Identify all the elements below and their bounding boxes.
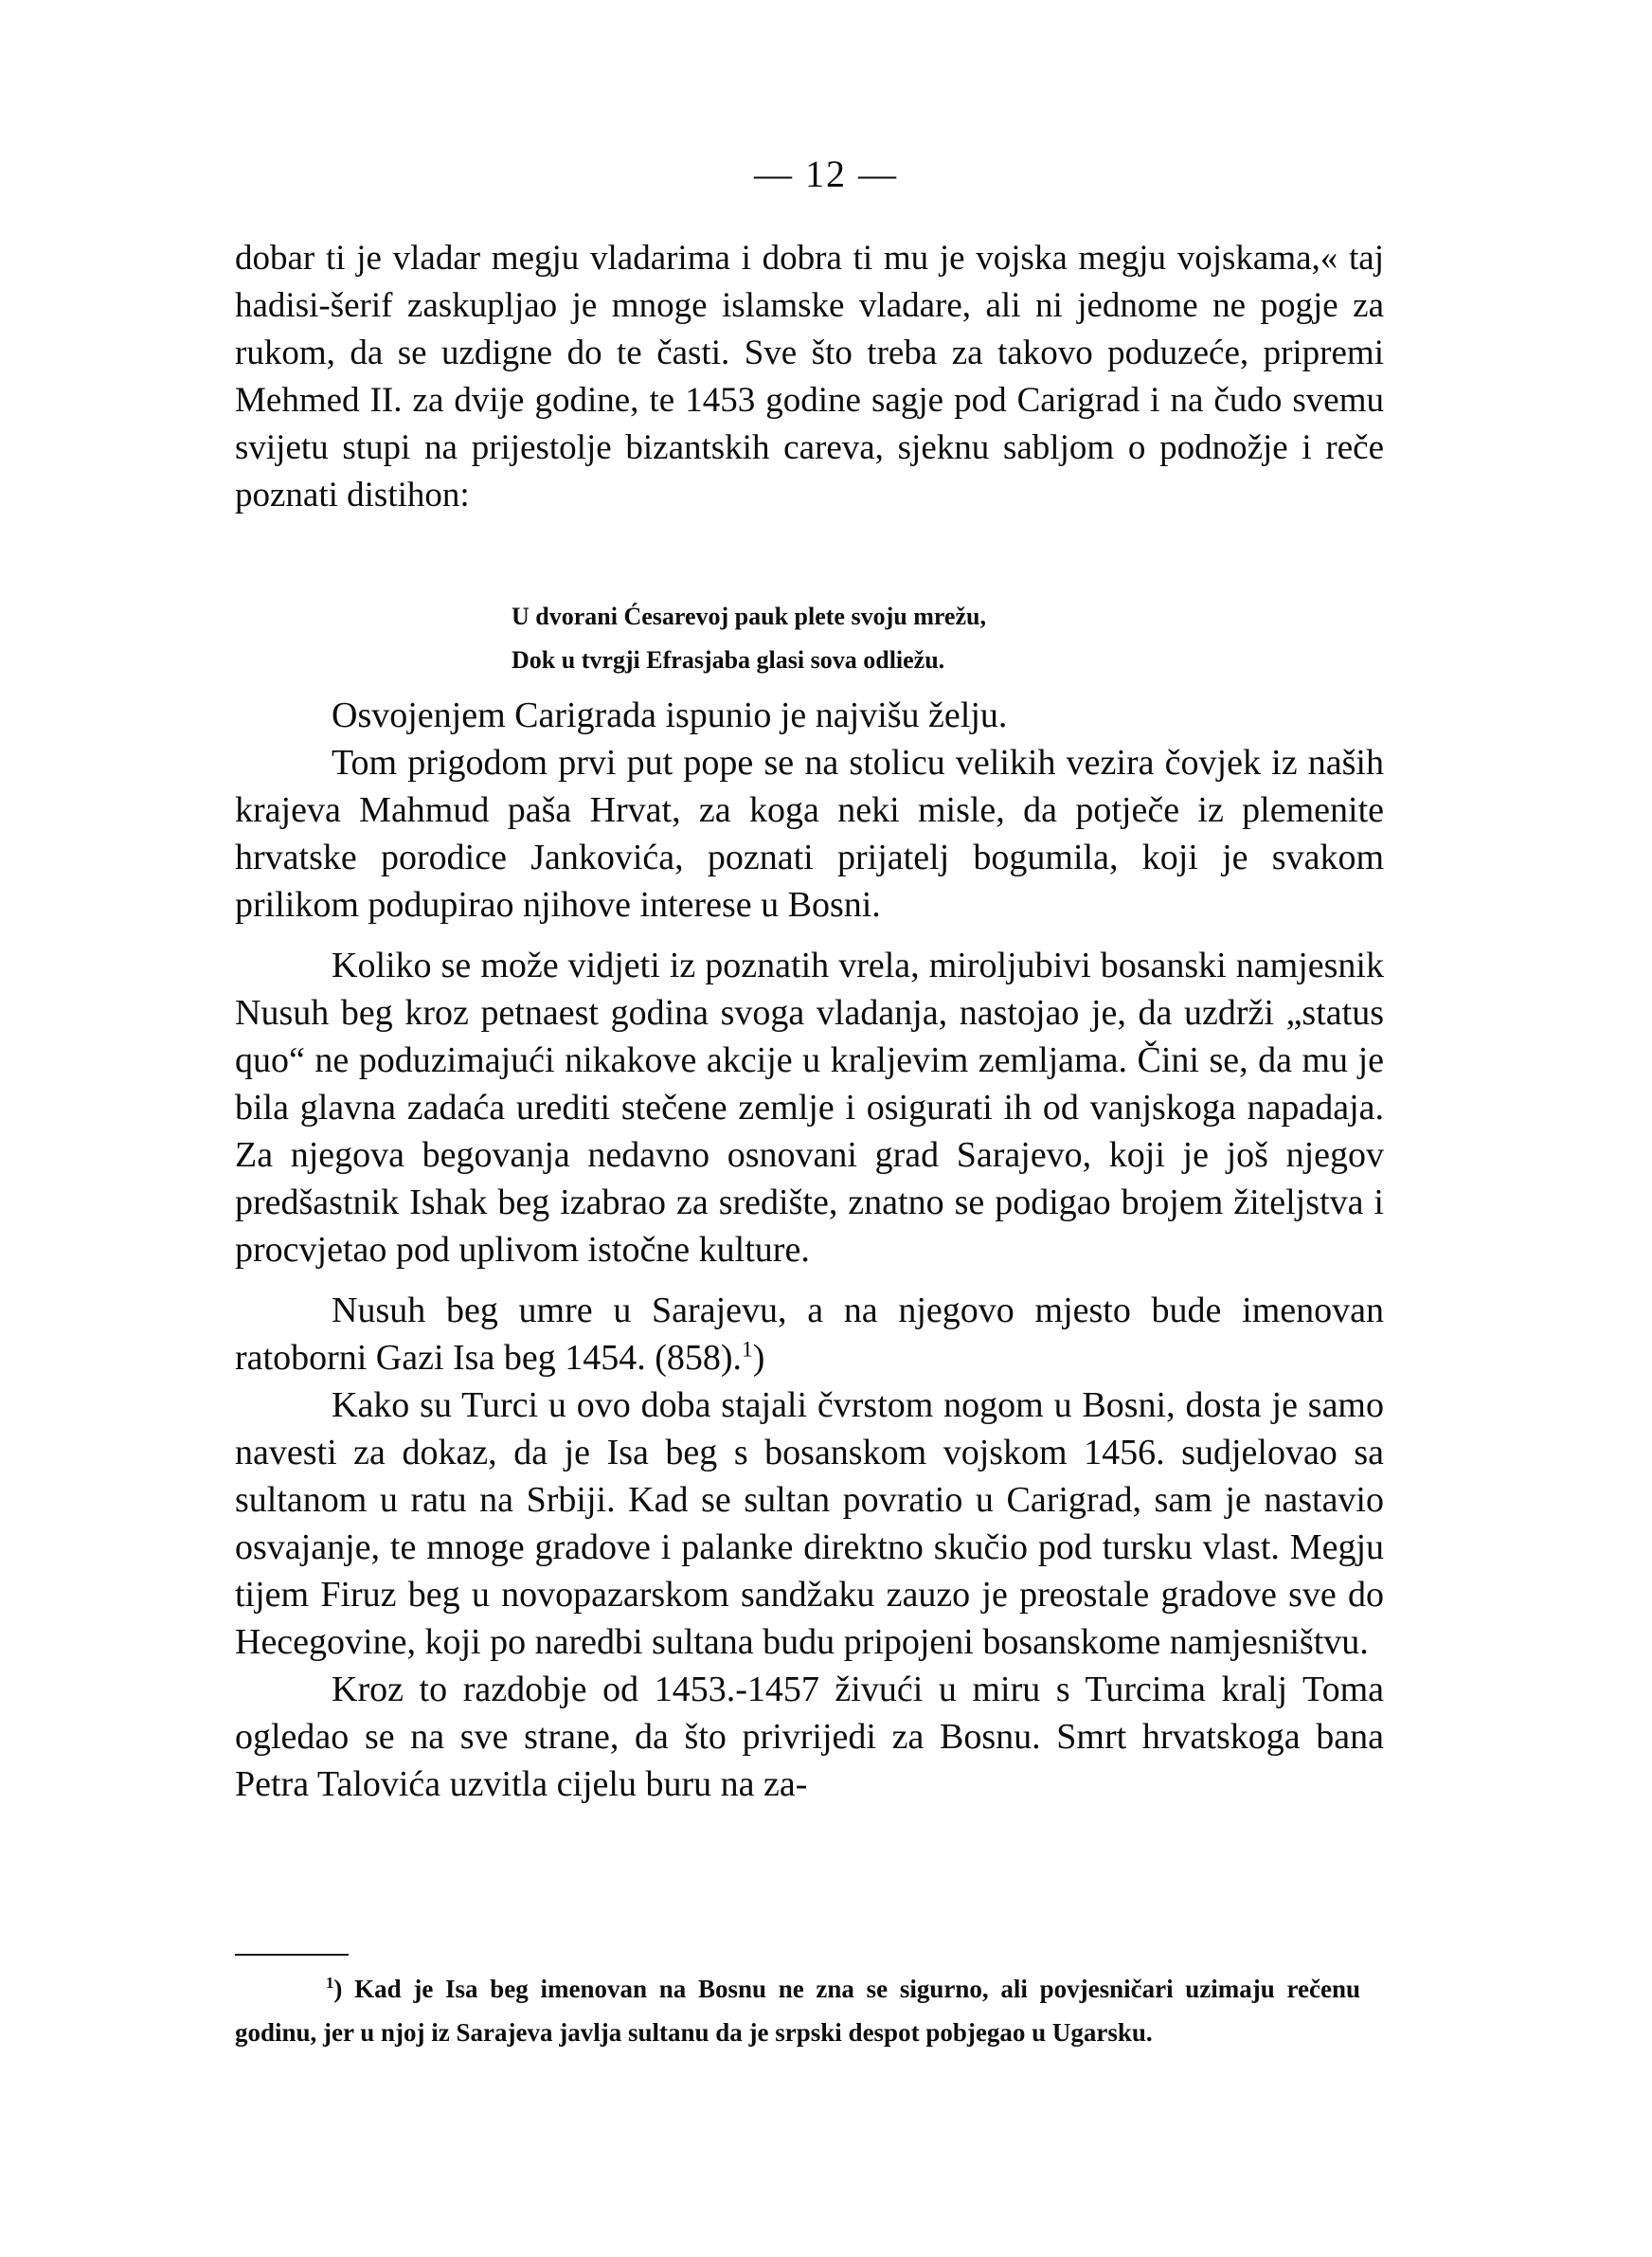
paragraph: Tom prigodom prvi put pope se na stolicu velikih vezira čovjek iz naših krajeva Mahmud paša Hrvat, za koga neki misle, da potječe iz plemenite hrvatske porodice Jankovića, poznati prijatelj bogumila, koji je svakom prilikom podupirao njihove interese u Bosni. xyxy=(235,743,1384,925)
paragraph-continued: dobar ti je vladar megju vladarima i dobra ti mu je vojska megju vojskama,« taj hadisi-šerif zaskupljao je mnoge islamske vladare, ali ni jednome ne pogje za rukom, da se uzdigne do te časti. Sve što treba za takovo poduzeće, pripremi Mehmed II. za dvije godine, te 1453 godine sagje pod Carigrad i na čudo svemu svijetu stupi na prijestolje bizantskih careva, sjeknu sabljom o podnožje i reče poznati distihon: xyxy=(235,239,1384,515)
paragraph: Osvojenjem Carigrada ispunio je najvišu želju. xyxy=(332,695,1008,735)
paragraph-text-after: ) xyxy=(752,1338,765,1378)
footnote-divider xyxy=(235,1954,349,1956)
footnote xyxy=(235,1967,1360,2054)
verse-line: U dvorani Ćesarevoj pauk plete svoju mrežu, xyxy=(512,603,986,630)
verse-line: Dok u tvrgji Efrasjaba glasi sova odliežu. xyxy=(512,646,945,674)
paragraph-with-footnote-ref xyxy=(235,1287,1384,1381)
footnote-text: ) Kad je Isa beg imenovan na Bosnu ne zna se sigurno, ali povjesničari uzimaju rečenu godinu, jer u njoj iz Sarajeva javlja sultanu da je srpski despot pobjegao u Ugarsku. xyxy=(235,1975,1360,2047)
paragraph: Koliko se može vidjeti iz poznatih vrela, miroljubivi bosanski namjesnik Nusuh beg kroz petnaest godina svoga vladanja, nastojao je, da uzdrži „status quo“ ne poduzimajući nikakove akcije u kraljevim zemljama. Čini se, da mu je bila glavna zadaća urediti stečene zemlje i osigurati ih od vanjskoga napadaja. Za njegova begovanja nedavno osnovani grad Sarajevo, koji je još njegov predšastnik Ishak beg izabrao za središte, znatno se podigao brojem žiteljstva i procvjetao pod uplivom istočne kulture. xyxy=(235,946,1384,1270)
footnote-reference: 1 xyxy=(742,1337,753,1363)
footnote-marker: 1 xyxy=(326,1974,334,1992)
main-text-block xyxy=(235,692,1384,1808)
page-number: — 12 — xyxy=(754,153,898,195)
distich-verse xyxy=(512,595,1231,682)
paragraph: Kroz to razdobje od 1453.-1457 živući u miru s Turcima kralj Toma ogledao se na sve strane, da što privrijedi za Bosnu. Smrt hrvatskoga bana Petra Talovića uzvitla cijelu buru na za- xyxy=(235,1670,1384,1804)
paragraph: Kako su Turci u ovo doba stajali čvrstom nogom u Bosni, dosta je samo navesti za dokaz, da je Isa beg s bosanskom vojskom 1456. sudjelovao sa sultanom u ratu na Srbiji. Kad se sultan povratio u Carigrad, sam je nastavio osvajanje, te mnoge gradove i palanke direktno skučio pod tursku vlast. Megju tijem Firuz beg u novopazarskom sandžaku zauzo je preostale gradove sve do Hecegovine, koji po naredbi sultana budu pripojeni bosanskome namjesništvu. xyxy=(235,1385,1384,1662)
paragraph-text: Nusuh beg umre u Sarajevu, a na njegovo mjesto bude imenovan ratoborni Gazi Isa beg 1454. (858). xyxy=(235,1291,1384,1378)
opening-paragraph-block xyxy=(235,235,1384,519)
